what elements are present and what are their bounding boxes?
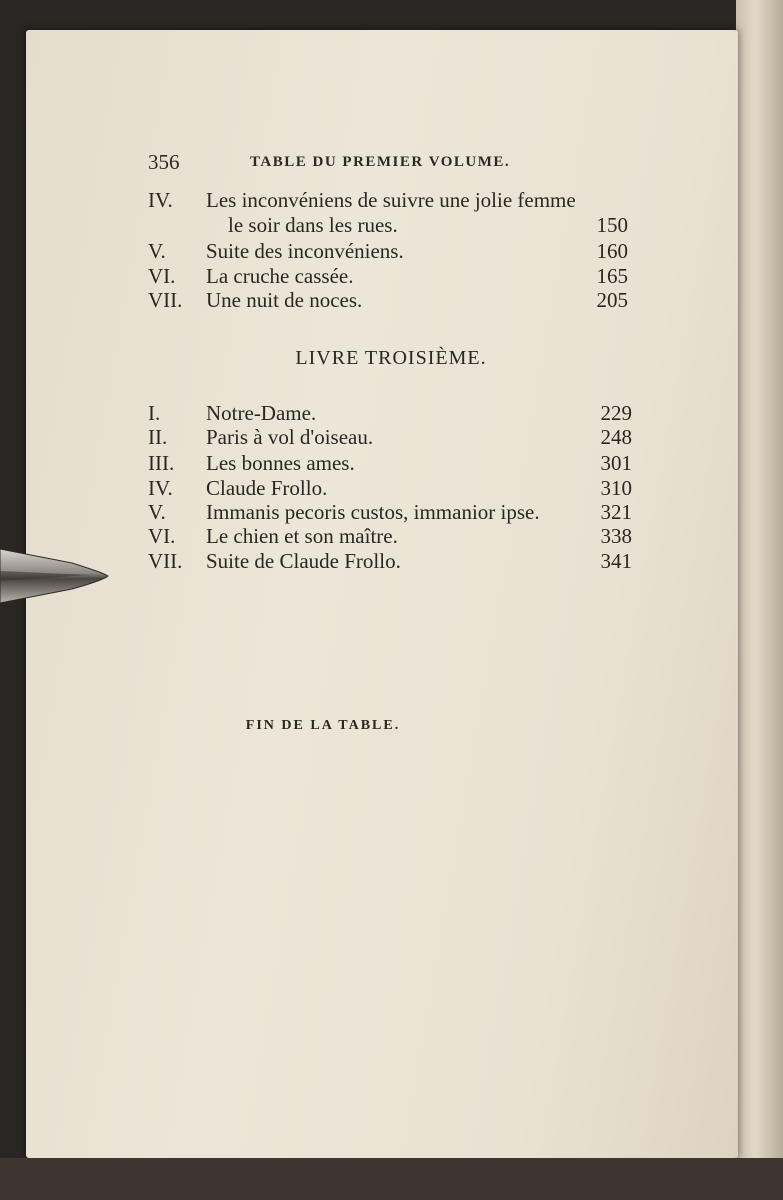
toc-entry-continuation	[148, 213, 628, 241]
chapter-number: I.	[148, 401, 161, 425]
toc-entry	[148, 188, 634, 216]
chapter-title: Les inconvéniens de suivre une jolie femme	[206, 188, 576, 212]
chapter-number: V.	[148, 500, 166, 524]
chapter-page: 321	[600, 500, 632, 524]
chapter-title: Les bonnes ames.	[206, 451, 355, 475]
chapter-title: La cruche cassée.	[206, 264, 354, 288]
page-edge	[736, 0, 783, 1200]
chapter-title: Claude Frollo.	[206, 476, 328, 500]
chapter-title: Paris à vol d'oiseau.	[206, 425, 374, 449]
table-surface	[0, 1158, 783, 1200]
chapter-title-continuation: le soir dans les rues.	[228, 213, 398, 237]
toc-entry	[148, 239, 628, 267]
toc-entry	[148, 288, 628, 316]
chapter-page: 160	[596, 239, 628, 263]
chapter-number: IV.	[148, 188, 173, 212]
chapter-page: 165	[596, 264, 628, 288]
end-of-table: FIN DE LA TABLE.	[245, 718, 401, 733]
section-heading: LIVRE TROISIÈME.	[295, 347, 487, 369]
chapter-title: Immanis pecoris custos, immanior ipse.	[206, 500, 540, 524]
chapter-number: VI.	[148, 524, 176, 548]
running-header	[148, 150, 628, 174]
toc-entry	[148, 451, 632, 479]
chapter-page: 301	[600, 451, 632, 475]
page-number: 356	[148, 150, 180, 174]
chapter-number: VII.	[148, 549, 183, 573]
chapter-title: Notre-Dame.	[206, 401, 317, 425]
toc-entry	[148, 524, 632, 552]
chapter-number: II.	[148, 425, 168, 449]
chapter-page: 338	[600, 524, 632, 548]
chapter-page: 248	[600, 425, 632, 449]
book-clip-pointer	[0, 545, 110, 607]
chapter-title: Suite de Claude Frollo.	[206, 549, 401, 573]
chapter-title: Le chien et son maître.	[206, 524, 398, 548]
chapter-title: Suite des inconvéniens.	[206, 239, 404, 263]
toc-entry	[148, 425, 632, 453]
chapter-number: VII.	[148, 288, 183, 312]
chapter-number: III.	[148, 451, 175, 475]
chapter-title: Une nuit de noces.	[206, 288, 363, 312]
chapter-number: IV.	[148, 476, 173, 500]
header-title: TABLE DU PREMIER VOLUME.	[250, 154, 511, 170]
chapter-number: V.	[148, 239, 166, 263]
chapter-page: 310	[600, 476, 632, 500]
chapter-page: 341	[600, 549, 632, 573]
chapter-number: VI.	[148, 264, 176, 288]
toc-entry	[148, 549, 632, 577]
chapter-page: 229	[600, 401, 632, 425]
chapter-page: 205	[596, 288, 628, 312]
chapter-page: 150	[596, 213, 628, 237]
